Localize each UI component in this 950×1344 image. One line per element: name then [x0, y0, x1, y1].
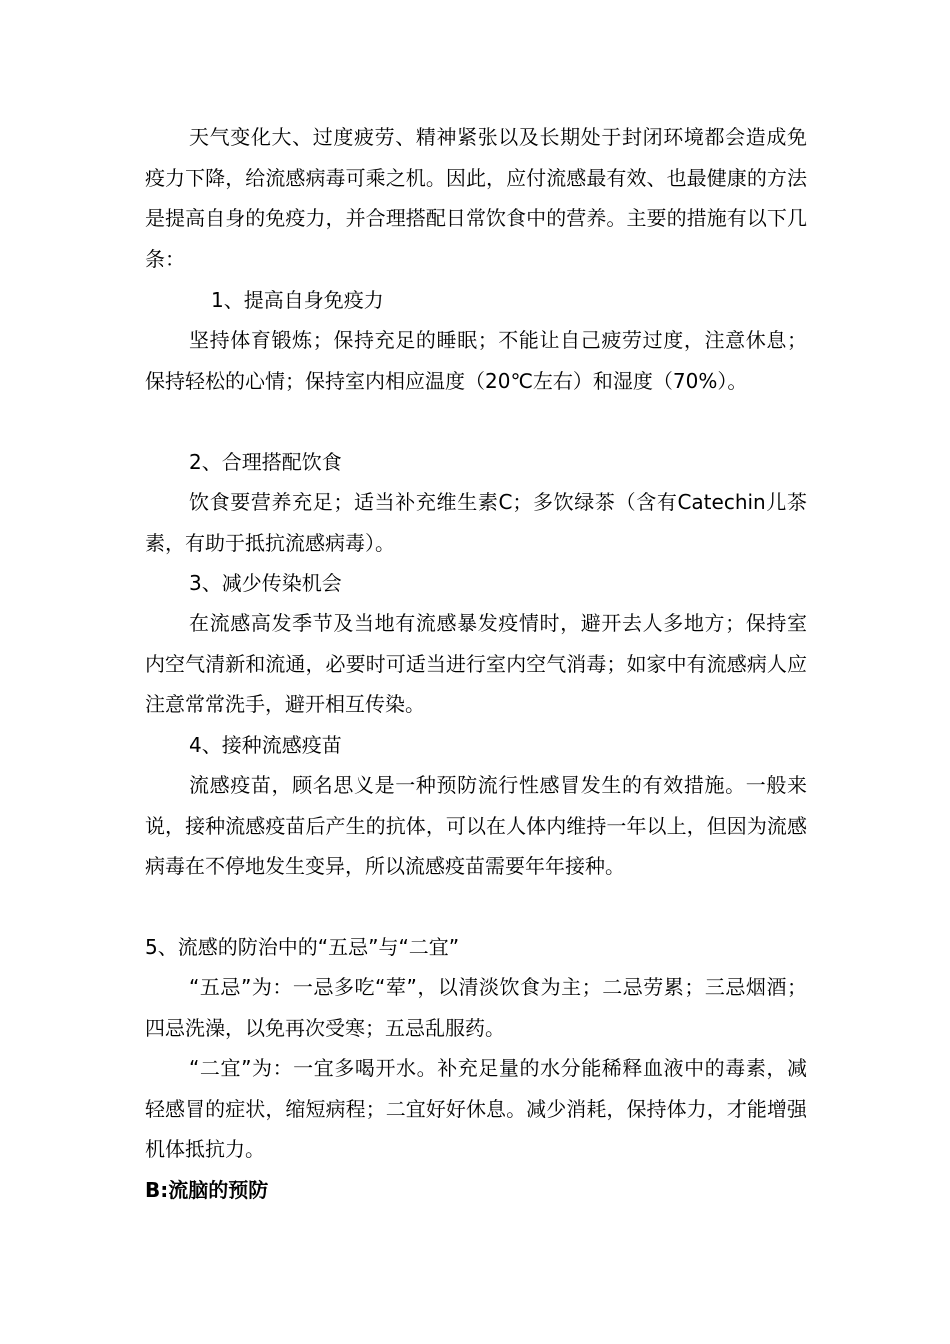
section-5-two-recommendations: “二宜”为：一宜多喝开水。补充足量的水分能稀释血液中的毒素，减轻感冒的症状，缩短病程；二宜好好休息。减少消耗，保持体力，才能增强机体抵抗力。 [145, 1056, 807, 1161]
section-5-title: 5、流感的防治中的“五忌”与“二宜” [145, 935, 460, 959]
section-3-title: 3、减少传染机会 [189, 571, 342, 595]
section-4-body: 流感疫苗，顾名思义是一种预防流行性感冒发生的有效措施。一般来说，接种流感疫苗后产生的抗体，可以在人体内维持一年以上，但因为流感病毒在不停地发生变异，所以流感疫苗需要年年接种。 [145, 773, 807, 878]
section-3-body: 在流感高发季节及当地有流感暴发疫情时，避开去人多地方；保持室内空气清新和流通，必要时可适当进行室内空气消毒；如家中有流感病人应注意常常洗手，避开相互传染。 [145, 611, 807, 716]
section-4-title: 4、接种流感疫苗 [189, 733, 342, 757]
section-5-five-taboos: “五忌”为：一忌多吃“荤”，以清淡饮食为主；二忌劳累；三忌烟酒；四忌洗澡，以免再次受寒；五忌乱服药。 [145, 975, 807, 1040]
section-1-title: 1、提高自身免疫力 [211, 288, 384, 312]
section-b-title: B:流脑的预防 [145, 1178, 269, 1202]
section-1-body: 坚持体育锻炼；保持充足的睡眠；不能让自己疲劳过度，注意休息；保持轻松的心情；保持室内相应温度（20℃左右）和湿度（70%）。 [145, 328, 807, 393]
section-2-body: 饮食要营养充足；适当补充维生素C；多饮绿茶（含有Catechin儿茶素，有助于抵抗流感病毒）。 [145, 490, 807, 555]
section-2-title: 2、合理搭配饮食 [189, 450, 342, 474]
intro-paragraph: 天气变化大、过度疲劳、精神紧张以及长期处于封闭环境都会造成免疫力下降，给流感病毒可乘之机。因此，应付流感最有效、也最健康的方法是提高自身的免疫力，并合理搭配日常饮食中的营养。主要的措施有以下几条： [145, 125, 807, 271]
